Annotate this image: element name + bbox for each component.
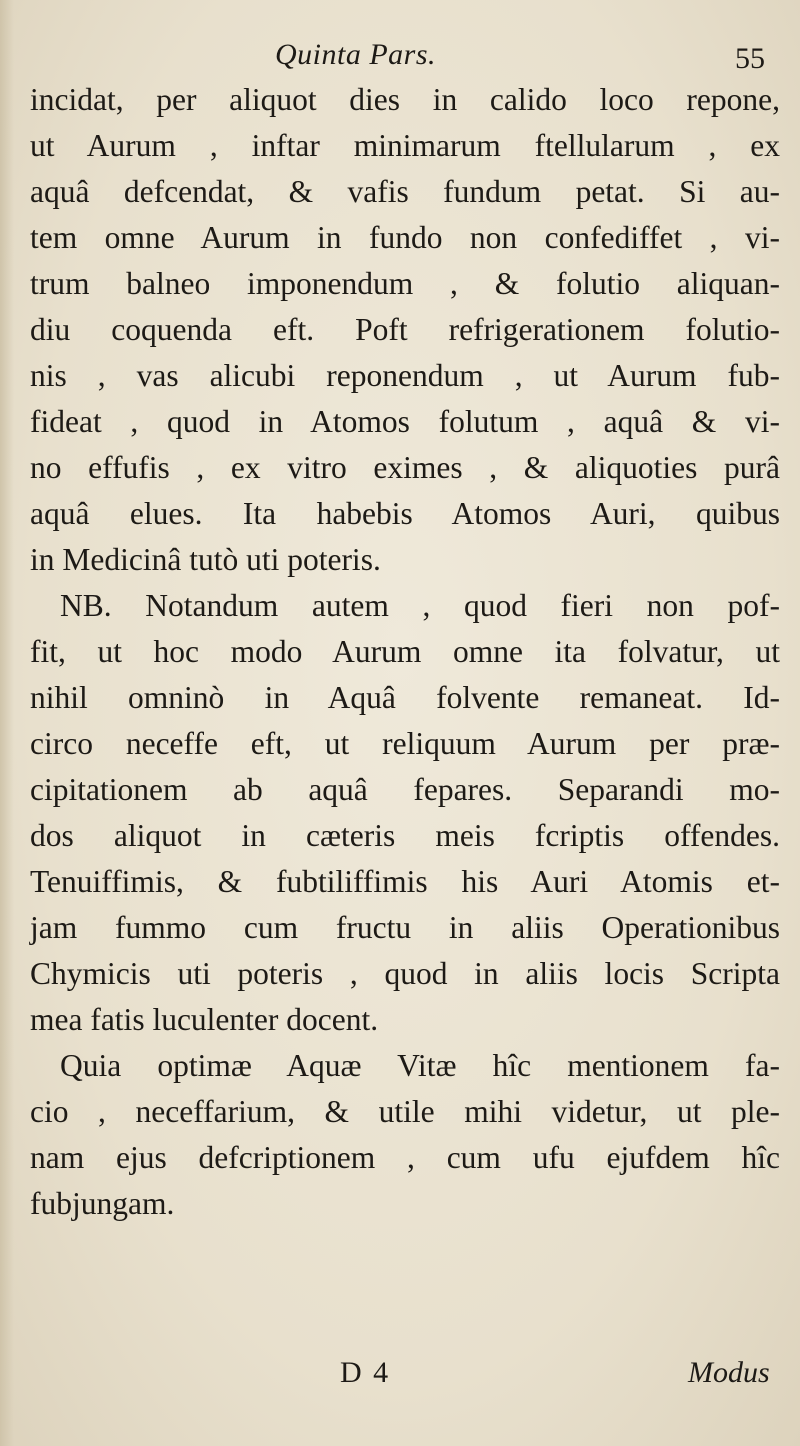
text-line: mea fatis luculenter docent. bbox=[30, 1002, 379, 1037]
text-line: cipitationem ab aquâ fepares. Separandi mo- bbox=[30, 772, 780, 807]
text-line: nam ejus defcriptionem , cum ufu ejufdem hîc bbox=[30, 1140, 780, 1175]
text-line: cio , neceffarium, & utile mihi videtur, ut ple- bbox=[30, 1094, 780, 1129]
body-text bbox=[30, 77, 780, 1227]
gutter-shadow bbox=[0, 0, 14, 1446]
paragraph-start-line: Quia optimæ Aquæ Vitæ hîc mentionem fa- bbox=[60, 1048, 780, 1083]
text-line: nis , vas alicubi reponendum , ut Aurum fub- bbox=[30, 358, 780, 393]
text-line: in Medicinâ tutò uti poteris. bbox=[30, 542, 381, 577]
text-line: jam fummo cum fructu in aliis Operationibus bbox=[30, 910, 780, 945]
text-line: tem omne Aurum in fundo non confediffet , vi- bbox=[30, 220, 780, 255]
signature-mark: D 4 bbox=[340, 1356, 391, 1389]
text-line: fit, ut hoc modo Aurum omne ita folvatur, ut bbox=[30, 634, 780, 669]
text-line: fubjungam. bbox=[30, 1186, 175, 1221]
paragraph-start-line: NB. Notandum autem , quod fieri non pof- bbox=[60, 588, 780, 623]
text-line: aquâ defcendat, & vafis fundum petat. Si au- bbox=[30, 174, 780, 209]
text-line: dos aliquot in cæteris meis fcriptis offendes. bbox=[30, 818, 780, 853]
text-line: no effufis , ex vitro eximes , & aliquoties purâ bbox=[30, 450, 780, 485]
page-number: 55 bbox=[735, 42, 765, 75]
text-line: fideat , quod in Atomos folutum , aquâ & vi- bbox=[30, 404, 780, 439]
text-line: Chymicis uti poteris , quod in aliis locis Scripta bbox=[30, 956, 780, 991]
text-line: ut Aurum , inftar minimarum ftellularum , ex bbox=[30, 128, 780, 163]
text-line: circo neceffe eft, ut reliquum Aurum per præ- bbox=[30, 726, 780, 761]
text-line: incidat, per aliquot dies in calido loco repone, bbox=[30, 82, 780, 117]
text-line: diu coquenda eft. Poft refrigerationem folutio- bbox=[30, 312, 780, 347]
catchword: Modus bbox=[688, 1356, 770, 1389]
text-line: nihil omninò in Aquâ folvente remaneat. Id- bbox=[30, 680, 780, 715]
text-line: trum balneo imponendum , & folutio aliquan- bbox=[30, 266, 780, 301]
running-head-title: Quinta Pars. bbox=[275, 38, 437, 71]
text-line: aquâ elues. Ita habebis Atomos Auri, quibus bbox=[30, 496, 780, 531]
text-line: Tenuiffimis, & fubtiliffimis his Auri Atomis et- bbox=[30, 864, 780, 899]
